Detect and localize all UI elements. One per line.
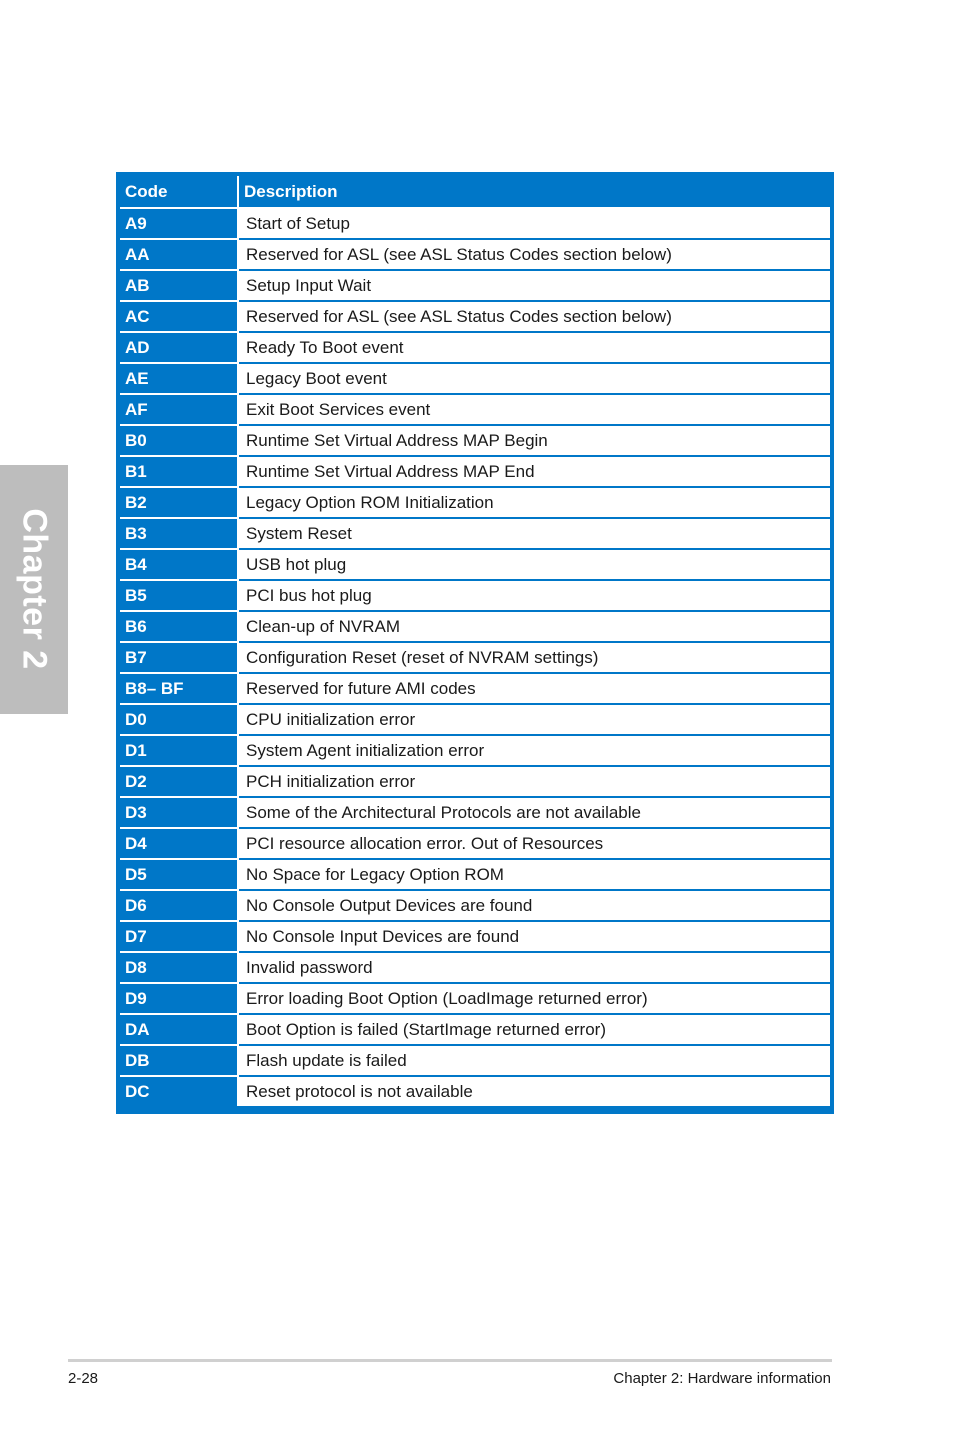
code-cell: B7 [120,642,238,673]
description-cell: System Agent initialization error [238,735,830,766]
description-cell: PCH initialization error [238,766,830,797]
code-cell: B2 [120,487,238,518]
table-row [120,239,830,270]
description-cell: Legacy Boot event [238,363,830,394]
description-cell: Reserved for ASL (see ASL Status Codes section below) [238,239,830,270]
table-row [120,704,830,735]
code-cell: DB [120,1045,238,1076]
code-column-header: Code [120,176,238,208]
code-cell: DC [120,1076,238,1106]
table-row [120,208,830,239]
table-row [120,859,830,890]
code-cell: D6 [120,890,238,921]
table-body [120,208,830,1106]
description-cell: Flash update is failed [238,1045,830,1076]
description-cell: Runtime Set Virtual Address MAP Begin [238,425,830,456]
table-row [120,1076,830,1106]
description-cell: No Console Output Devices are found [238,890,830,921]
description-cell: Some of the Architectural Protocols are not available [238,797,830,828]
description-cell: Start of Setup [238,208,830,239]
description-cell: USB hot plug [238,549,830,580]
description-cell: Reset protocol is not available [238,1076,830,1106]
code-cell: B5 [120,580,238,611]
post-code-table-frame [116,172,834,1114]
description-cell: Boot Option is failed (StartImage returned error) [238,1014,830,1045]
description-cell: Invalid password [238,952,830,983]
code-cell: B1 [120,456,238,487]
description-cell: Setup Input Wait [238,270,830,301]
code-cell: DA [120,1014,238,1045]
table-row [120,828,830,859]
table-row [120,487,830,518]
table-row [120,580,830,611]
table-header-row [120,176,830,208]
code-cell: B0 [120,425,238,456]
code-cell: AB [120,270,238,301]
table-row [120,1045,830,1076]
table-row [120,890,830,921]
table-row [120,921,830,952]
code-cell: A9 [120,208,238,239]
code-cell: D0 [120,704,238,735]
code-cell: D5 [120,859,238,890]
code-cell: AA [120,239,238,270]
table-row [120,425,830,456]
code-cell: D2 [120,766,238,797]
description-cell: Legacy Option ROM Initialization [238,487,830,518]
code-cell: AE [120,363,238,394]
description-cell: Reserved for future AMI codes [238,673,830,704]
page-number: 2-28 [68,1370,99,1387]
description-cell: Exit Boot Services event [238,394,830,425]
table-row [120,332,830,363]
description-cell: Configuration Reset (reset of NVRAM settings) [238,642,830,673]
footer-chapter-title: Chapter 2: Hardware information [613,1370,831,1387]
code-cell: B8– BF [120,673,238,704]
code-cell: D7 [120,921,238,952]
table-row [120,797,830,828]
code-cell: D4 [120,828,238,859]
table-row [120,394,830,425]
code-cell: D1 [120,735,238,766]
code-cell: B4 [120,549,238,580]
description-cell: PCI bus hot plug [238,580,830,611]
description-cell: Error loading Boot Option (LoadImage returned error) [238,983,830,1014]
description-cell: No Console Input Devices are found [238,921,830,952]
code-cell: AD [120,332,238,363]
table-row [120,673,830,704]
code-cell: D9 [120,983,238,1014]
table-row [120,952,830,983]
table-row [120,983,830,1014]
table-row [120,642,830,673]
table-row [120,363,830,394]
code-cell: D8 [120,952,238,983]
chapter-tab [0,465,68,714]
table-row [120,611,830,642]
table-row [120,301,830,332]
post-code-table [120,176,830,1106]
description-cell: No Space for Legacy Option ROM [238,859,830,890]
code-cell: AC [120,301,238,332]
description-cell: CPU initialization error [238,704,830,735]
description-cell: Runtime Set Virtual Address MAP End [238,456,830,487]
description-cell: PCI resource allocation error. Out of Resources [238,828,830,859]
table-row [120,549,830,580]
description-cell: System Reset [238,518,830,549]
table-row [120,1014,830,1045]
table-row [120,735,830,766]
footer-divider [68,1359,832,1362]
description-cell: Clean-up of NVRAM [238,611,830,642]
code-cell: AF [120,394,238,425]
chapter-tab-label: Chapter 2 [15,508,54,670]
table-row [120,766,830,797]
code-cell: B3 [120,518,238,549]
table-row [120,270,830,301]
table-row [120,518,830,549]
description-cell: Reserved for ASL (see ASL Status Codes section below) [238,301,830,332]
code-cell: D3 [120,797,238,828]
description-cell: Ready To Boot event [238,332,830,363]
code-cell: B6 [120,611,238,642]
description-column-header: Description [238,176,830,208]
table-row [120,456,830,487]
